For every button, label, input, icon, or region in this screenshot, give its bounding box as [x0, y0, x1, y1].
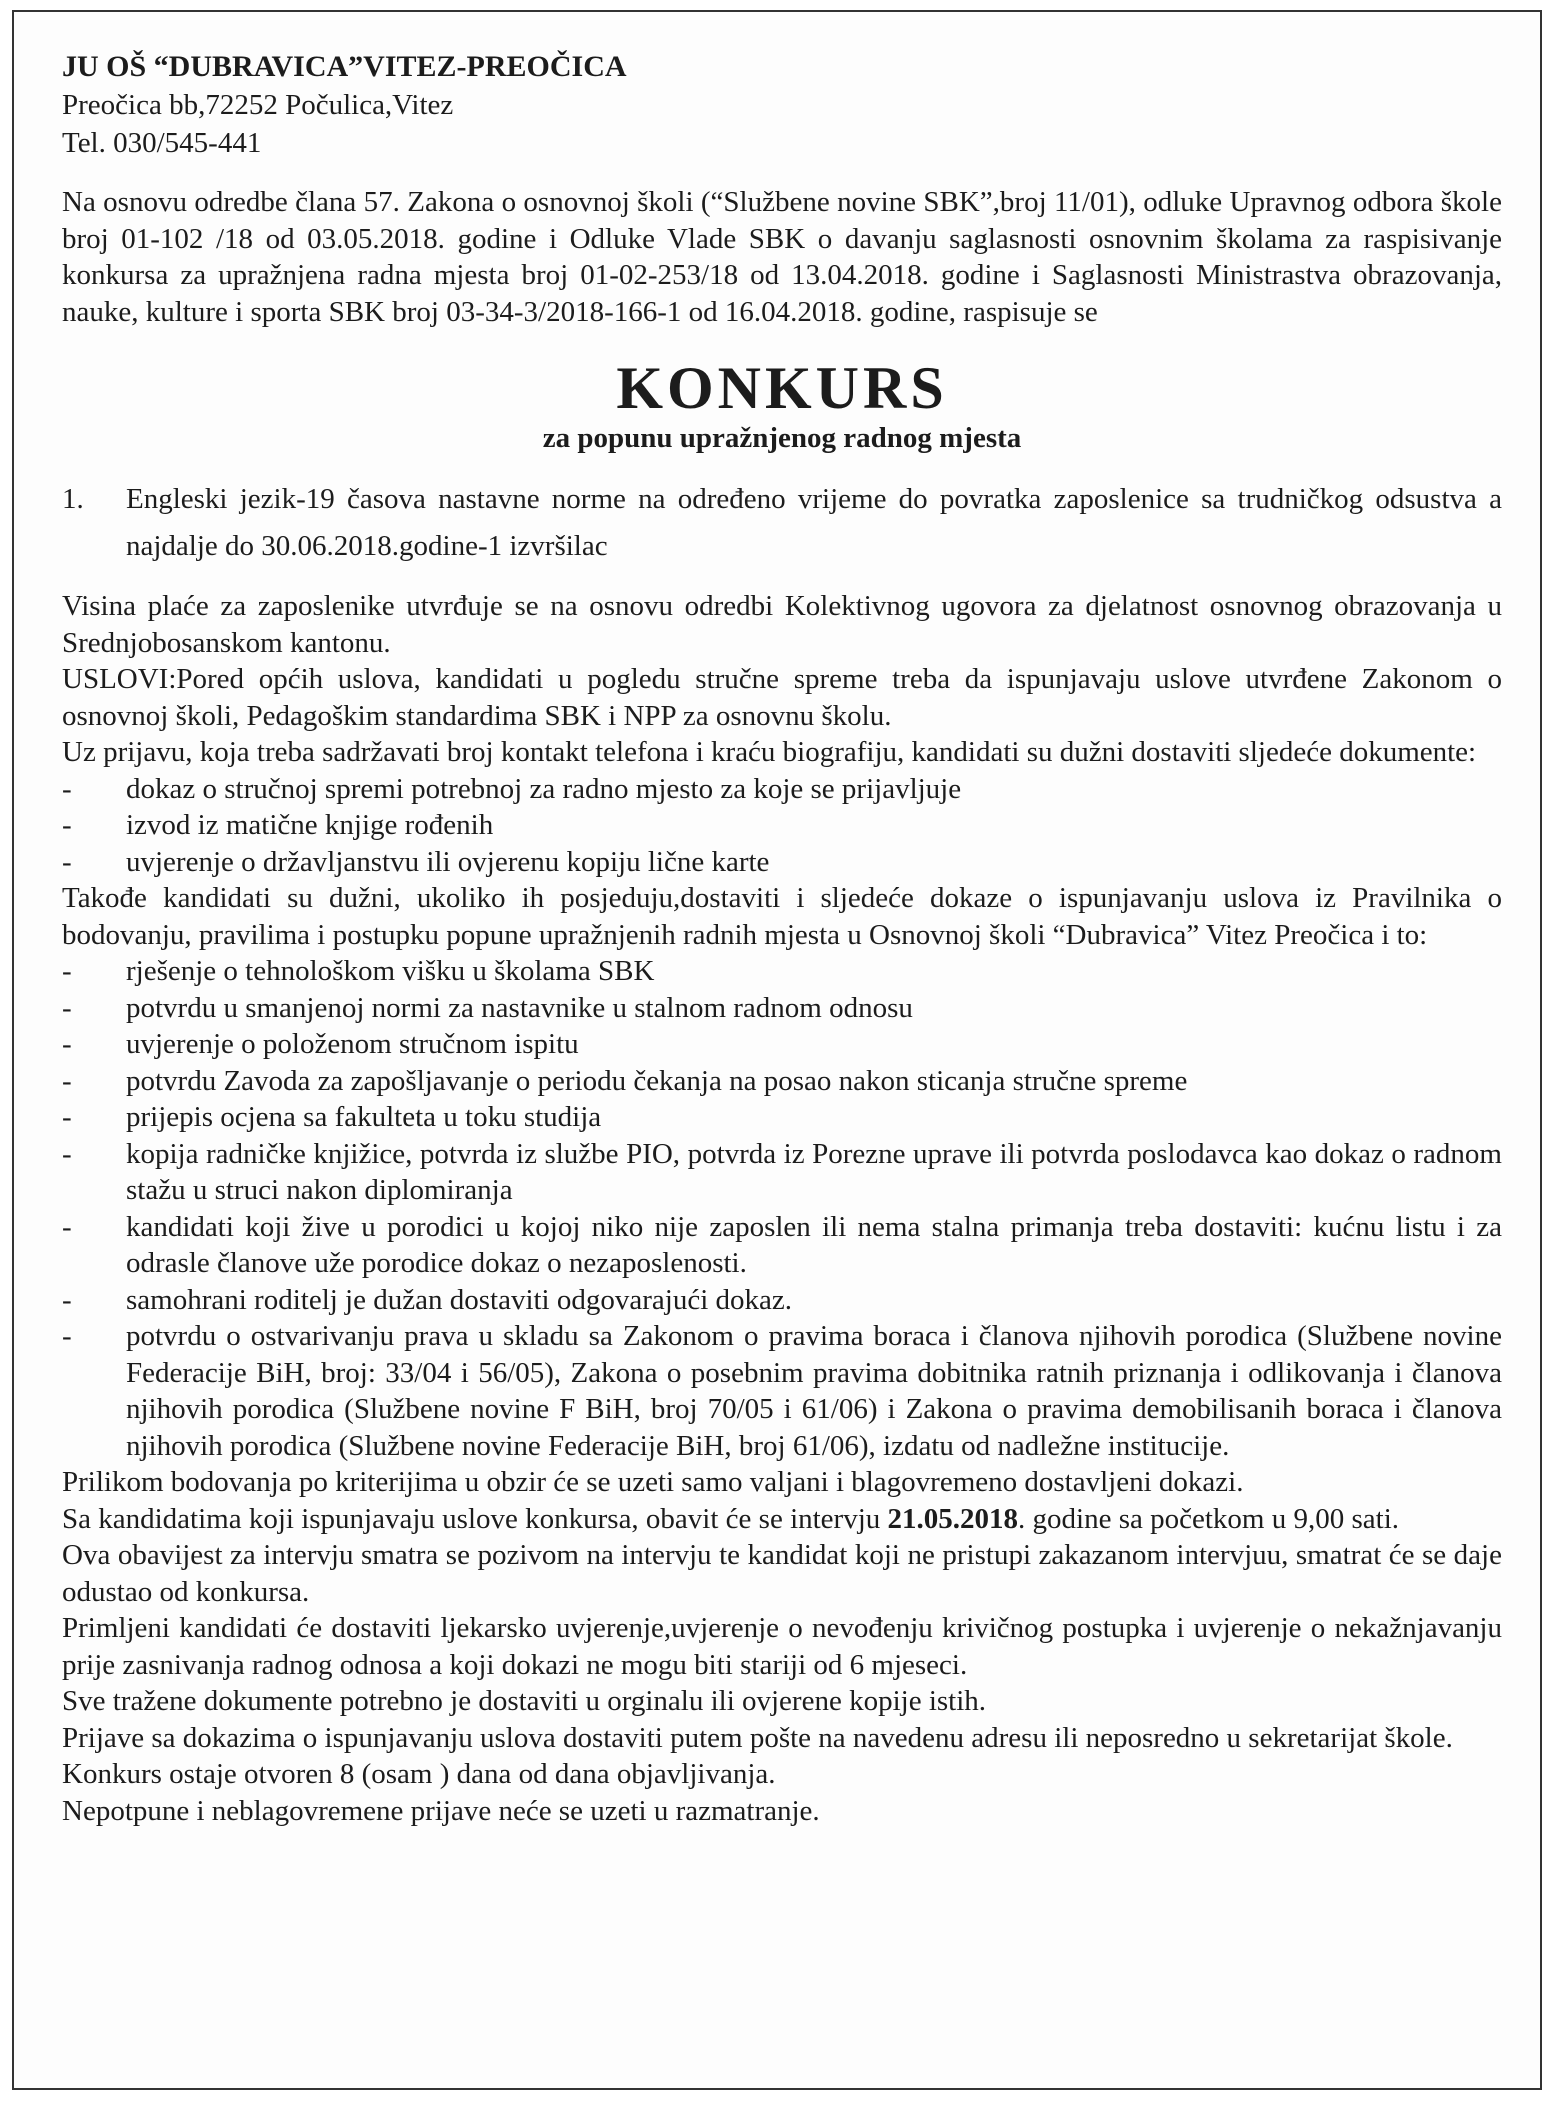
additional-doc-text: potvrdu o ostvarivanju prava u skladu sa Zakonom o pravima boraca i članova njihovih porodica (Službene novine Federacije BiH, broj: 33/04 i 56/05), Zakona o posebnim pravima dobitnika ratnih priznanja i odlikovanja i članova njihovih porodica (Službene novine F BiH, broj 70/05 i 61/06) i Zakona o pravima demobilisanih boraca i članova njihovih porodica (Službene novine Federacije BiH, broj 61/06), izdatu od nadležne institucije.	[126, 1320, 1502, 1462]
preamble-paragraph: Na osnovu odredbe člana 57. Zakona o osnovnoj školi (“Službene novine SBK”,broj 11/01), odluke Upravnog odbora škole broj 01-102 /18 od 03.05.2018. godine i Odluke Vlade SBK o davanju saglasnosti osnovnim školama za raspisivanje konkursa za upražnjena radna mjesta broj 01-02-253/18 od 13.04.2018. godine i Saglasnosti Ministrastva obrazovanja, nauke, kulture i sporta SBK broj 03-34-3/2018-166-1 od 16.04.2018. godine, raspisuje se	[62, 186, 1502, 328]
additional-doc-text: rješenje o tehnološkom višku u školama SBK	[126, 955, 655, 987]
additional-doc-text: kandidati koji žive u porodici u kojoj niko nije zaposlen ili nema stalna primanja treba dostaviti: kućnu listu i za odrasle članove uže porodice dokaz o nezaposlenosti.	[126, 1210, 1502, 1279]
document-title: KONKURS	[616, 355, 948, 421]
dash-marker: -	[62, 809, 72, 841]
interview-text-after: . godine sa početkom u 9,00 sati.	[1018, 1502, 1399, 1535]
dash-marker: -	[62, 991, 72, 1024]
salary-paragraph: Visina plaće za zaposlenike utvrđuje se na osnovu odredbi Kolektivnog ugovora za djelatnost osnovnog obrazovanja u Srednjobosanskom kantonu.	[62, 590, 1502, 659]
conditions-paragraph: USLOVI:Pored općih uslova, kandidati u pogledu stručne spreme treba da ispunjavaju uslove utvrđene Zakonom o osnovnoj školi, Pedagoškim standardima SBK i NPP za osnovnu školu.	[62, 663, 1502, 732]
position-text: Engleski jezik-19 časova nastavne norme na određeno vrijeme do povratka zaposlenice sa trudničkog odsustva a najdalje do 30.06.2018.godine-1 izvršilac	[126, 483, 1502, 562]
additional-doc-text: prijepis ocjena sa fakulteta u toku studija	[126, 1101, 602, 1133]
list-item	[62, 1318, 1502, 1464]
required-docs-list	[62, 771, 1502, 881]
position-item	[62, 476, 1502, 570]
required-doc-text: izvod iz matične knjige rođenih	[126, 809, 494, 841]
dash-marker: -	[62, 845, 72, 878]
additional-doc-text: uvjerenje o položenom stručnom ispitu	[126, 1028, 579, 1060]
additional-doc-text: potvrdu Zavoda za zapošljavanje o periodu čekanja na posao nakon sticanja stručne spreme	[126, 1064, 1188, 1097]
documents-intro: Uz prijavu, koja treba sadržavati broj kontakt telefona i kraću biografiju, kandidati su dužni dostaviti sljedeće dokumente:	[62, 736, 1477, 768]
dash-marker: -	[62, 955, 72, 987]
org-address: Preočica bb,72252 Počulica,Vitez	[62, 89, 454, 121]
list-item	[62, 990, 1502, 1027]
list-item	[62, 1099, 1502, 1136]
scoring-paragraph: Prilikom bodovanja po kriterijima u obzir će se uzeti samo valjani i blagovremeno dostavljeni dokazi.	[62, 1466, 1244, 1498]
list-item	[62, 1026, 1502, 1063]
dash-marker: -	[62, 1064, 72, 1097]
duration-paragraph: Konkurs ostaje otvoren 8 (osam ) dana od dana objavljivanja.	[62, 1758, 776, 1790]
dash-marker: -	[62, 1283, 72, 1316]
dash-marker: -	[62, 1137, 72, 1170]
interview-notice-paragraph: Ova obavijest za intervju smatra se pozivom na intervju te kandidat koji ne pristupi zakazanom intervjuu, smatrat će se daje odustao od konkursa.	[62, 1539, 1502, 1608]
incomplete-applications-paragraph: Nepotpune i neblagovremene prijave neće se uzeti u razmatranje.	[62, 1794, 820, 1827]
dash-marker: -	[62, 1028, 72, 1060]
accepted-candidates-paragraph: Primljeni kandidati će dostaviti ljekarsko uvjerenje,uvjerenje o nevođenju krivičnog postupka i uvjerenje o nekažnjavanju prije zasnivanja radnog odnosa a koji dokazi ne mogu biti stariji od 6 mjeseci.	[62, 1612, 1502, 1681]
list-item	[62, 953, 1502, 990]
list-item	[62, 1209, 1502, 1282]
list-item	[62, 1136, 1502, 1209]
org-phone: Tel. 030/545-441	[62, 127, 262, 159]
submission-paragraph: Prijave sa dokazima o ispunjavanju uslova dostaviti putem pošte na navedenu adresu ili neposredno u sekretarijat škole.	[62, 1721, 1453, 1754]
list-item	[62, 844, 1502, 881]
list-item	[62, 1282, 1502, 1319]
interview-date: 21.05.2018	[887, 1502, 1019, 1535]
dash-marker: -	[62, 1210, 72, 1243]
org-name: JU OŠ “DUBRAVICA”VITEZ-PREOČICA	[62, 50, 627, 83]
dash-marker: -	[62, 1320, 72, 1352]
interview-paragraph	[62, 1501, 1502, 1538]
additional-docs-intro: Takođe kandidati su dužni, ukoliko ih posjeduju,dostaviti i sljedeće dokaze o ispunjavanju uslova iz Pravilnika o bodovanju, pravilima i postupku popune upražnjenih radnih mjesta u Osnovnoj školi “Dubravica” Vitez Preočica i to:	[62, 882, 1502, 951]
originals-paragraph: Sve tražene dokumente potrebno je dostaviti u orginalu ili ovjerene kopije istih.	[62, 1685, 987, 1717]
position-number: 1.	[62, 483, 84, 515]
additional-doc-text: potvrdu u smanjenoj normi za nastavnike u stalnom radnom odnosu	[126, 991, 913, 1024]
list-item	[62, 1063, 1502, 1100]
interview-text-before: Sa kandidatima koji ispunjavaju uslove konkursa, obavit će se intervju	[62, 1502, 888, 1535]
document-subtitle: za popunu upražnjenog radnog mjesta	[542, 422, 1022, 454]
notice-frame	[12, 10, 1542, 2090]
list-item	[62, 771, 1502, 808]
dash-marker: -	[62, 772, 72, 805]
required-doc-text: uvjerenje o državljanstvu ili ovjerenu kopiju lične karte	[126, 845, 770, 878]
additional-doc-text: kopija radničke knjižice, potvrda iz službe PIO, potvrda iz Porezne uprave ili potvrda poslodavca kao dokaz o radnom stažu u struci nakon diplomiranja	[126, 1137, 1502, 1206]
dash-marker: -	[62, 1101, 72, 1133]
notice-content	[62, 48, 1502, 1829]
additional-doc-text: samohrani roditelj je dužan dostaviti odgovarajući dokaz.	[126, 1283, 792, 1316]
list-item	[62, 807, 1502, 844]
required-doc-text: dokaz o stručnoj spremi potrebnoj za radno mjesto za koje se prijavljuje	[126, 772, 962, 805]
additional-docs-list	[62, 953, 1502, 1464]
